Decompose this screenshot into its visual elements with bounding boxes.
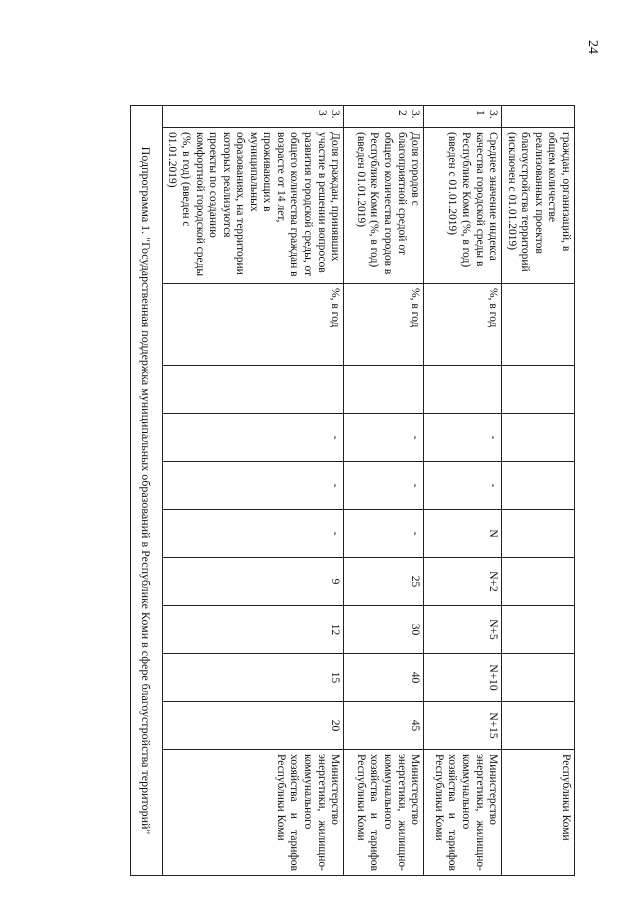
value-cell: [502, 366, 575, 414]
indicator-name: Среднее значение индекса качества городской среды в Республике Коми (%, в год) (введен с 01.01.2019): [424, 128, 502, 284]
value-cell: -: [344, 462, 424, 510]
responsible-cell: Министерство энергетики, жилищно-коммунального хозяйства и тарифов Республики Коми: [344, 750, 424, 876]
value-cell: -: [162, 462, 343, 510]
value-cell: 25: [344, 558, 424, 606]
unit-cell: %, в год: [344, 284, 424, 366]
value-cell: [502, 414, 575, 462]
value-cell: 40: [344, 654, 424, 702]
responsible-cell: Республики Коми: [502, 750, 575, 876]
value-cell: N+10: [424, 654, 502, 702]
value-cell: [502, 462, 575, 510]
value-cell: [424, 366, 502, 414]
unit-cell: [502, 284, 575, 366]
indicator-name: Доля городов с благоприятной средой от общего количества городов в Республике Коми (%, в год) (введен 01.01.2019): [344, 128, 424, 284]
unit-cell: %, в год: [424, 284, 502, 366]
row-number: 3.3: [162, 106, 343, 128]
value-cell: [162, 366, 343, 414]
responsible-cell: Министерство энергетики, жилищно-коммунального хозяйства и тарифов Республики Коми: [424, 750, 502, 876]
value-cell: [502, 654, 575, 702]
value-cell: 15: [162, 654, 343, 702]
value-cell: -: [344, 414, 424, 462]
value-cell: -: [424, 414, 502, 462]
value-cell: [502, 702, 575, 750]
row-number: 3.1: [424, 106, 502, 128]
subprogram-heading-row: [130, 106, 162, 876]
value-cell: [502, 606, 575, 654]
table-row: [162, 106, 343, 876]
value-cell: N+15: [424, 702, 502, 750]
value-cell: N+2: [424, 558, 502, 606]
value-cell: 45: [344, 702, 424, 750]
table-row: [502, 106, 575, 876]
value-cell: 20: [162, 702, 343, 750]
responsible-cell: Министерство энергетики, жилищно-коммунального хозяйства и тарифов Республики Коми: [162, 750, 343, 876]
table-row: [424, 106, 502, 876]
unit-cell: %, в год: [162, 284, 343, 366]
value-cell: -: [424, 462, 502, 510]
table-row: [344, 106, 424, 876]
page-number: 24: [585, 40, 600, 54]
subprogram-heading: Подпрограмма 1. "Государственная поддержка муниципальных образований в Республике Коми в сфере благоустройства территорий": [130, 106, 162, 876]
value-cell: -: [162, 414, 343, 462]
value-cell: -: [344, 510, 424, 558]
value-cell: N+5: [424, 606, 502, 654]
value-cell: N: [424, 510, 502, 558]
value-cell: 9: [162, 558, 343, 606]
value-cell: 30: [344, 606, 424, 654]
value-cell: [344, 366, 424, 414]
row-number: [502, 106, 575, 128]
rotated-page-content: [105, 105, 575, 875]
indicator-name: граждан, организаций, в общем количестве реализованных проектов благоустройства территорий (исключен с 01.01.2019): [502, 128, 575, 284]
row-number: 3.2: [344, 106, 424, 128]
value-cell: -: [162, 510, 343, 558]
value-cell: [502, 558, 575, 606]
value-cell: 12: [162, 606, 343, 654]
indicator-table: [130, 105, 575, 876]
value-cell: [502, 510, 575, 558]
indicator-name: Доля граждан, принявших участие в решении вопросов развития городской среды, от общего количества граждан в возрасте от 14 лет, проживающих в муниципальных образованиях, на территории которых реализуются проекты по созданию комфортной городской среды (%, в год) (введен с 01.01.2019): [162, 128, 343, 284]
